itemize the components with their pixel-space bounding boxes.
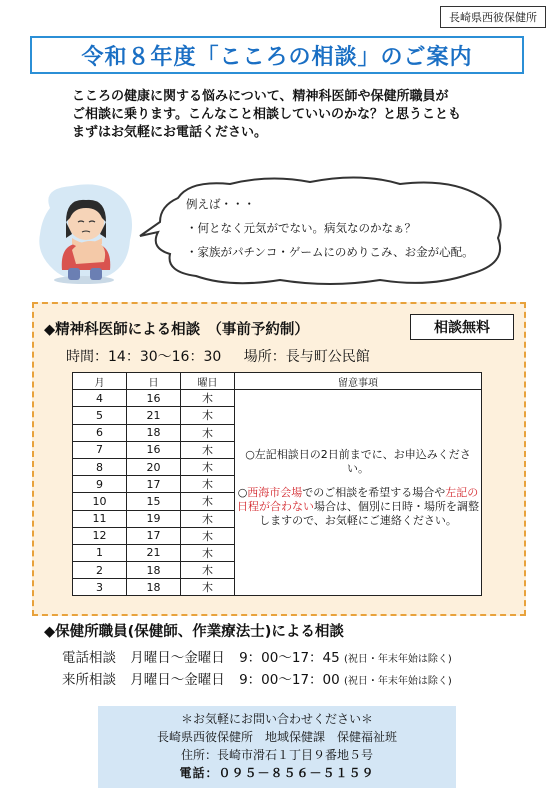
header-month: 月 (73, 373, 127, 390)
cell-weekday: 木 (181, 424, 235, 441)
cell-month: 5 (73, 407, 127, 424)
cell-day: 18 (127, 424, 181, 441)
contact-box (98, 706, 456, 788)
header-day: 日 (127, 373, 181, 390)
cell-weekday: 木 (181, 544, 235, 561)
free-badge: 相談無料 (410, 314, 514, 340)
cell-weekday: 木 (181, 562, 235, 579)
cell-weekday: 木 (181, 527, 235, 544)
bubble-line: ・家族がパチンコ・ゲームにのめりこみ、お金が心配。 (186, 245, 474, 259)
cell-day: 20 (127, 458, 181, 475)
cell-weekday: 木 (181, 441, 235, 458)
cell-day: 17 (127, 476, 181, 493)
cell-weekday: 木 (181, 510, 235, 527)
bubble-line: 例えば・・・ (186, 197, 255, 211)
cell-day: 18 (127, 579, 181, 596)
staff-heading: ◆保健所職員(保健師、作業療法士)による相談 (44, 624, 344, 640)
psychiatrist-heading: ◆精神科医師による相談 （事前予約制） (44, 322, 309, 338)
cell-month: 7 (73, 441, 127, 458)
bubble-text (186, 192, 474, 264)
hours-note: (祝日・年末年始は除く) (344, 654, 452, 665)
cell-day: 21 (127, 407, 181, 424)
hours-note: (祝日・年末年始は除く) (344, 676, 452, 687)
table-header-row (73, 373, 482, 390)
cell-month: 6 (73, 424, 127, 441)
cell-weekday: 木 (181, 476, 235, 493)
hours-days: 月曜日～金曜日 (130, 650, 225, 666)
hours-row-visit (62, 668, 452, 688)
place-label: 場所：長与町公民館 (243, 349, 370, 365)
hours-type: 来所相談 (62, 672, 116, 688)
schedule-table (72, 372, 482, 596)
hours-time: 9：00～17：45 (239, 650, 340, 666)
cell-day: 19 (127, 510, 181, 527)
cell-month: 10 (73, 493, 127, 510)
contact-heading: ＊お気軽にお問い合わせください＊ (180, 712, 373, 726)
note-2-red: 左記の日程が合わない (237, 485, 479, 513)
hours-time: 9：00～17：00 (239, 672, 340, 688)
note-2-part: 場合は、個別に日時・場所を調整しますので、お気軽にご連絡ください。 (259, 499, 479, 527)
cell-month: 2 (73, 562, 127, 579)
cell-day: 16 (127, 390, 181, 407)
hours-type: 電話相談 (62, 650, 116, 666)
cell-weekday: 木 (181, 493, 235, 510)
note-2-part: ○ (237, 485, 248, 499)
table-row (73, 390, 482, 407)
worried-person-icon (32, 178, 142, 288)
hours-days: 月曜日～金曜日 (130, 672, 225, 688)
cell-day: 21 (127, 544, 181, 561)
header-notes: 留意事項 (235, 373, 482, 390)
contact-phone: 電話：０９５－８５６－５１５９ (179, 766, 375, 780)
cell-month: 12 (73, 527, 127, 544)
cell-month: 1 (73, 544, 127, 561)
cell-month: 9 (73, 476, 127, 493)
hours-row-phone (62, 646, 452, 666)
cell-month: 8 (73, 458, 127, 475)
cell-month: 11 (73, 510, 127, 527)
cell-weekday: 木 (181, 390, 235, 407)
page-title: 令和８年度「こころの相談」のご案内 (30, 36, 524, 74)
note-2 (235, 486, 481, 528)
cell-day: 18 (127, 562, 181, 579)
time-label: 時間：14：30～16：30 (66, 349, 222, 365)
cell-day: 17 (127, 527, 181, 544)
note-1: ○左記相談日の2日前までに、お申込みください。 (245, 447, 471, 475)
notes-cell (235, 390, 482, 596)
header-weekday: 曜日 (181, 373, 235, 390)
cell-weekday: 木 (181, 458, 235, 475)
note-2-part: でのご相談を希望する場合や (302, 485, 446, 499)
cell-day: 15 (127, 493, 181, 510)
cell-weekday: 木 (181, 579, 235, 596)
time-place-line (66, 346, 388, 366)
cell-month: 3 (73, 579, 127, 596)
intro-line: まずはお気軽にお電話ください。 (72, 125, 268, 140)
contact-office: 長崎県西彼保健所 地域保健課 保健福祉班 (156, 730, 397, 744)
cell-day: 16 (127, 441, 181, 458)
organization-badge: 長崎県西彼保健所 (440, 6, 546, 28)
contact-address: 住所：長崎市滑石１丁目９番地５号 (180, 748, 373, 762)
intro-line: こころの健康に関する悩みについて、精神科医師や保健所職員が (72, 89, 449, 104)
cell-month: 4 (73, 390, 127, 407)
intro-text (72, 88, 512, 142)
intro-line: ご相談に乗ります。こんなこと相談していいのかな？と思うことも (72, 107, 461, 122)
note-2-red: 西海市会場 (247, 485, 303, 499)
bubble-line: ・何となく元気がでない。病気なのかなぁ？ (186, 221, 416, 235)
cell-weekday: 木 (181, 407, 235, 424)
